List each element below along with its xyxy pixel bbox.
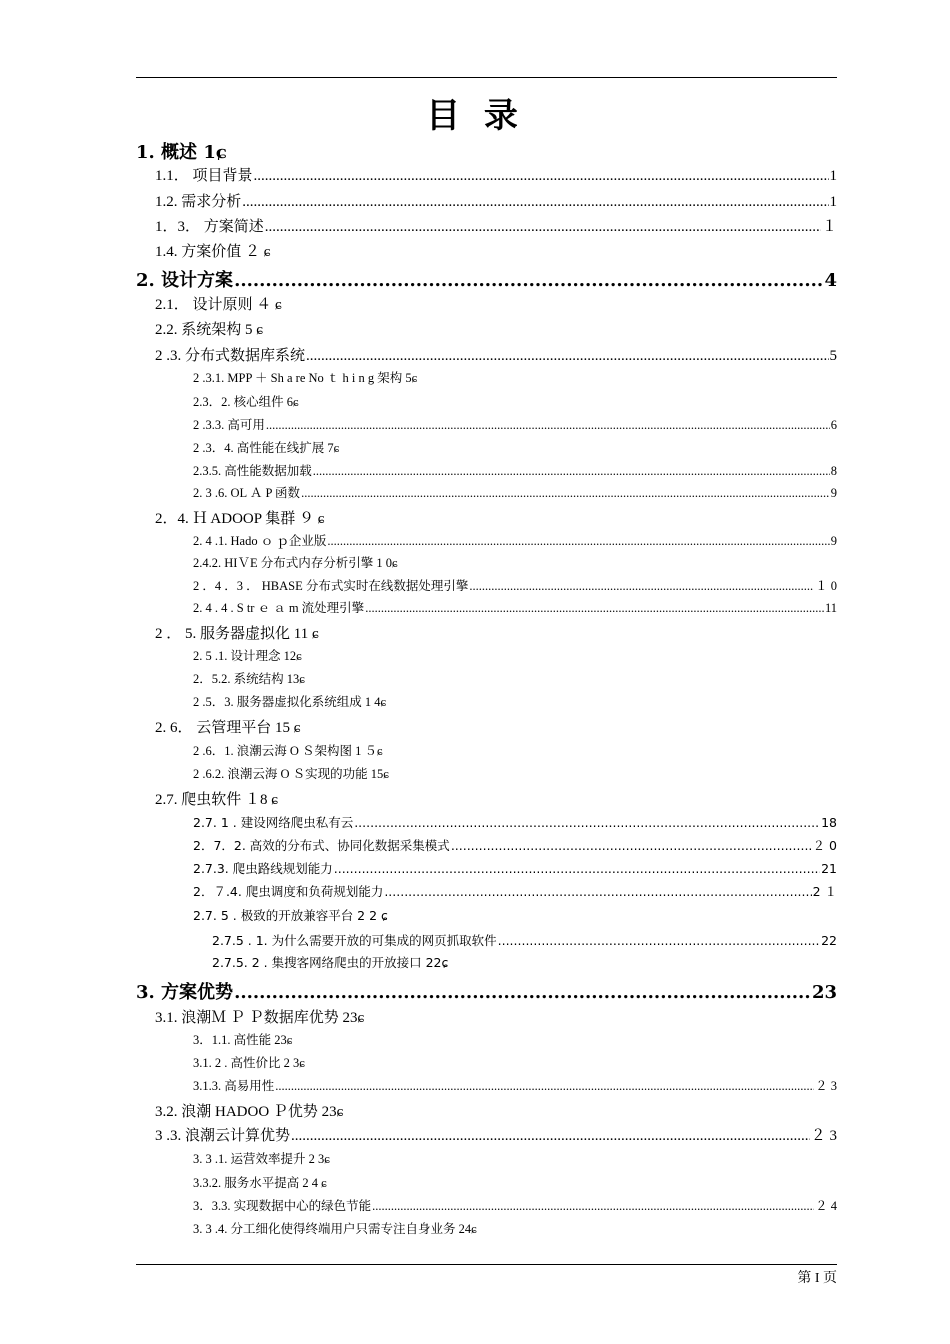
toc-entry[interactable] [193, 646, 837, 668]
toc-entry-page: 21 [821, 861, 837, 876]
toc-entry-title: 2.4.2. HIＶE 分布式内存分析引擎 1 0ɕ [193, 556, 398, 570]
toc-entry-title: 3. 方案优势 [136, 982, 234, 1000]
toc-entry-title: 1.4. 方案价值 ２ ɕ [155, 244, 271, 260]
toc-entry[interactable] [193, 531, 837, 553]
toc-entry-title: 2. 设计方案 [136, 270, 234, 288]
toc-entry[interactable] [136, 138, 837, 160]
toc-entry[interactable] [155, 622, 837, 644]
toc-entry[interactable] [193, 415, 837, 437]
toc-entry-title: 1．3． 方案简述 [155, 219, 264, 235]
toc-entry[interactable] [212, 931, 837, 953]
toc-entry-title: 2. 5 .1. 设计理念 12ɕ [193, 649, 302, 663]
toc-entry[interactable] [193, 1149, 837, 1171]
toc-entry-page: 5 [829, 348, 837, 364]
toc-entry-title: 2. 3 .6. OL Ａ P 函数 [193, 486, 301, 500]
toc-entry[interactable] [212, 953, 837, 975]
toc-entry[interactable] [155, 190, 837, 212]
toc-entry-title: 2. 4 .1. Hado ｏ ｐ企业版 [193, 534, 327, 548]
dot-leader [313, 464, 830, 479]
dot-leader [372, 1199, 814, 1214]
toc-entry-title: 2.7.5 . 1. 为什么需要开放的可集成的网页抓取软件 [212, 933, 497, 948]
dot-leader [291, 1128, 810, 1145]
toc-entry-page: 1 [829, 168, 837, 184]
dot-leader [275, 1079, 814, 1094]
dot-leader [265, 219, 821, 236]
dot-leader [451, 838, 812, 853]
toc-entry-title: 1.1． 项目背景 [155, 168, 253, 184]
toc-entry-title: 3.1. 浪潮Ｍ Ｐ Ｐ数据库优势 23ɕ [155, 1010, 365, 1026]
toc-entry[interactable] [155, 240, 837, 262]
toc-entry[interactable] [193, 836, 837, 858]
toc-entry-page: 18 [821, 815, 837, 830]
toc-entry-page: ２ 0 [812, 838, 837, 853]
toc-entry-title: 3 .3. 浪潮云计算优势 [155, 1128, 291, 1144]
toc-entry[interactable] [155, 1124, 837, 1146]
toc-entry[interactable] [193, 813, 837, 835]
toc-entry[interactable] [155, 716, 837, 738]
toc-entry[interactable] [155, 344, 837, 366]
toc-entry[interactable] [155, 164, 837, 186]
toc-entry-title: 2.7.3. 爬虫路线规划能力 [193, 861, 333, 876]
toc-entry-title: 1.2. 需求分析 [155, 194, 242, 210]
toc-entry-title: 3．1.1. 高性能 23ɕ [193, 1033, 293, 1047]
toc-entry-title: 2.3．2. 核心组件 6ɕ [193, 395, 299, 409]
toc-entry[interactable] [193, 764, 837, 786]
toc-entry[interactable] [193, 692, 837, 714]
toc-entry[interactable] [193, 1030, 837, 1052]
dot-leader [327, 534, 829, 549]
toc-entry[interactable] [193, 461, 837, 483]
toc-entry[interactable] [136, 978, 837, 1000]
toc-entry[interactable] [155, 507, 837, 529]
toc-entry[interactable] [193, 1196, 837, 1218]
toc-entry-page: ２ 4 [815, 1199, 837, 1213]
dot-leader [334, 861, 820, 876]
toc-entry[interactable] [193, 483, 837, 505]
toc-entry[interactable] [155, 215, 837, 237]
toc-entry-page: 9 [830, 486, 837, 500]
toc-entry-page: 11 [824, 601, 837, 615]
toc-entry[interactable] [193, 438, 837, 460]
toc-entry-title: 2 ． 5. 服务器虚拟化 11 ɕ [155, 626, 319, 642]
page-title: 目 录 [426, 96, 524, 136]
toc-entry-title: 2 .3.3. 高可用 [193, 418, 265, 432]
toc-entry-title: 2. 4 . 4 . S tr ｅ ａ m 流处理引擎 [193, 601, 365, 615]
toc-entry[interactable] [193, 859, 837, 881]
dot-leader [301, 486, 830, 501]
toc-entry[interactable] [155, 1006, 837, 1028]
toc-entry-title: 2．4. Ｈ ADOOP 集群 ９ ɕ [155, 511, 325, 527]
dot-leader [365, 601, 824, 616]
dot-leader [306, 348, 828, 365]
toc-entry-title: 2.7. 1 . 建设网络爬虫私有云 [193, 815, 354, 830]
toc-entry-title: 2.7. 5 . 极致的开放兼容平台 2 2 ɕ [193, 908, 388, 923]
toc-entry-page: 22 [821, 933, 837, 948]
toc-entry[interactable] [193, 906, 837, 928]
toc-entry[interactable] [193, 741, 837, 763]
toc-entry-title: 2. 6． 云管理平台 15 ɕ [155, 720, 301, 736]
toc-entry-title: 2 ．4 ．3 ． HBASE 分布式实时在线数据处理引擎 [193, 579, 469, 593]
toc-entry[interactable] [193, 576, 837, 598]
toc-entry[interactable] [155, 318, 837, 340]
dot-leader [242, 194, 828, 211]
toc-entry-page: ２ 3 [815, 1079, 837, 1093]
toc-entry-title: 2．5.2. 系统结构 13ɕ [193, 672, 305, 686]
toc-entry[interactable] [193, 1053, 837, 1075]
toc-entry-title: 2.7.5. 2 . 集搜客网络爬虫的开放接口 22ɕ [212, 955, 449, 970]
toc-entry-page: 23 [811, 982, 837, 1000]
dot-leader [469, 579, 814, 594]
toc-entry[interactable] [193, 368, 837, 390]
toc-entry-page: 4 [824, 270, 837, 288]
toc-entry-title: 3．3.3. 实现数据中心的绿色节能 [193, 1199, 372, 1213]
toc-entry-title: 2 .3．4. 高性能在线扩展 7ɕ [193, 441, 340, 455]
toc-entry-page: １ [821, 219, 837, 235]
toc-entry-title: 3.2. 浪潮 HADOO Ｐ优势 23ɕ [155, 1104, 344, 1120]
toc-entry-page: 9 [830, 534, 837, 548]
toc-entry[interactable] [155, 788, 837, 810]
toc-entry[interactable] [136, 266, 837, 288]
toc-entry-title: 2.3.5. 高性能数据加载 [193, 464, 312, 478]
dot-leader [254, 168, 829, 185]
toc-entry[interactable] [193, 882, 837, 904]
toc-entry-page: 8 [830, 464, 837, 478]
toc-entry-page: 2 １ [812, 884, 837, 899]
toc-entry[interactable] [193, 1219, 837, 1241]
toc-entry-page: ２ 3 [810, 1128, 837, 1144]
dot-leader [266, 418, 830, 433]
toc-entry-title: 3. 3 .1. 运营效率提升 2 3ɕ [193, 1152, 330, 1166]
toc-entry-page: 6 [830, 418, 837, 432]
toc-entry-page: １ 0 [815, 579, 837, 593]
toc-entry-title: 3.1. 2 . 高性价比 2 3ɕ [193, 1056, 305, 1070]
toc-entry-title: 2 .3.1. MPP ＋ Sh a re No ｔ h i n g 架构 5ɕ [193, 371, 418, 385]
page-footer: 第 I 页 [797, 1271, 837, 1286]
dot-leader [234, 982, 811, 1000]
toc-entry-title: 3.1.3. 高易用性 [193, 1079, 275, 1093]
toc-entry-title: 2.1． 设计原则 ４ ɕ [155, 297, 282, 313]
toc-entry[interactable] [193, 1173, 837, 1195]
toc-entry[interactable] [193, 553, 837, 575]
toc-entry[interactable] [193, 392, 837, 414]
toc-entry-title: 1. 概述 1ɕ [136, 142, 227, 160]
toc-entry-title: 2 .5．3. 服务器虚拟化系统组成 1 4ɕ [193, 695, 387, 709]
toc-entry[interactable] [193, 669, 837, 691]
toc-entry-title: 2.2. 系统架构 5 ɕ [155, 322, 263, 338]
toc-entry-title: 2 .6．1. 浪潮云海 O Ｓ架构图 1 ５ɕ [193, 744, 383, 758]
dot-leader [498, 933, 820, 948]
toc-entry-title: 2．7．2. 高效的分布式、协同化数据采集模式 [193, 838, 450, 853]
bottom-rule [136, 1264, 837, 1265]
toc-entry-title: 3.3.2. 服务水平提高 2 4 ɕ [193, 1176, 327, 1190]
toc-entry[interactable] [193, 598, 837, 620]
toc-entry-title: 2.7. 爬虫软件 １8 ɕ [155, 792, 278, 808]
dot-leader [354, 815, 820, 830]
toc-entry-title: 2 .6.2. 浪潮云海 O Ｓ实现的功能 15ɕ [193, 767, 389, 781]
toc-entry[interactable] [193, 1076, 837, 1098]
toc-entry[interactable] [155, 293, 837, 315]
toc-entry-title: 2 .3. 分布式数据库系统 [155, 348, 306, 364]
toc-entry-page: 1 [829, 194, 837, 210]
dot-leader [234, 270, 823, 288]
toc-entry[interactable] [155, 1100, 837, 1122]
toc-entry-title: 2．７.4. 爬虫调度和负荷规划能力 [193, 884, 384, 899]
dot-leader [384, 884, 811, 899]
toc-entry-title: 3. 3 .4. 分工细化使得终端用户只需专注自身业务 24ɕ [193, 1222, 477, 1236]
